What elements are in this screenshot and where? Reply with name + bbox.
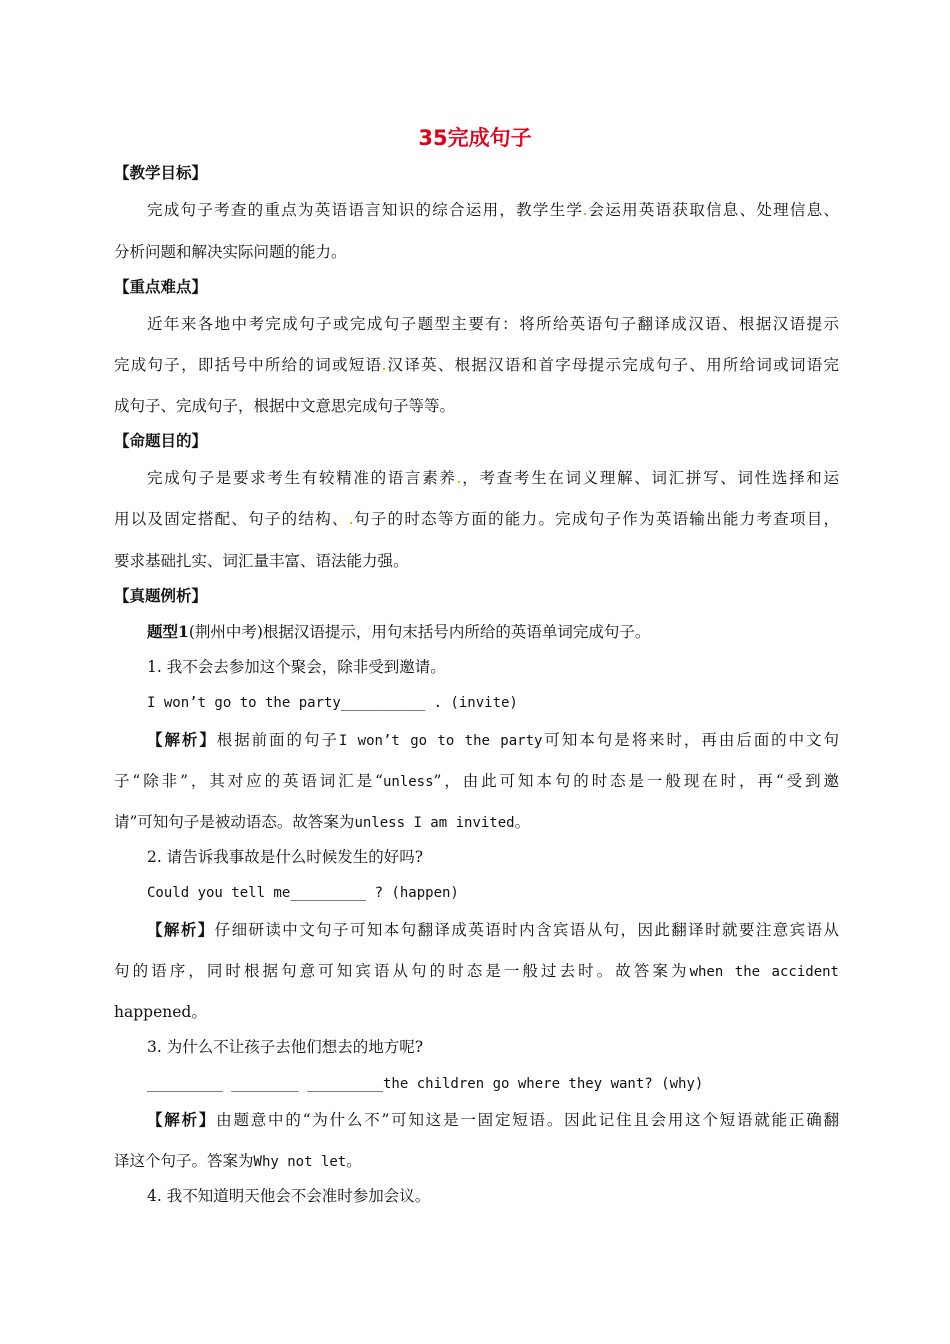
q4-chinese: 4. 我不知道明天他会不会准时参加会议。 bbox=[147, 1187, 431, 1205]
purpose-line-2: 用以及固定搭配、句子的结构、 句子的时态等方面的能力。完成句子作为英语输出能力考查项目， bbox=[114, 510, 839, 528]
q3-analysis-line-2: 译这个句子。答案为Why not let。 bbox=[114, 1152, 362, 1170]
goals-paragraph-line-1: 完成句子考查的重点为英语语言知识的综合运用，教学生学 会运用英语获取信息、处理信息、 bbox=[147, 201, 839, 219]
q3-chinese: 3. 为什么不让孩子去他们想去的地方呢? bbox=[147, 1038, 424, 1056]
purpose-line-1: 完成句子是要求考生有较精准的语言素养 ，考查考生在词义理解、词汇拼写、词性选择和运 bbox=[147, 469, 839, 487]
key-points-line-3: 成句子、完成句子，根据中文意思完成句子等等。 bbox=[114, 397, 456, 415]
q1-english: I won’t go to the party__________ . (invite) bbox=[147, 695, 518, 711]
q2-analysis-line-3: happened。 bbox=[114, 1003, 207, 1021]
q1-analysis-line-2: 子“除非”，其对应的英语词汇是“unless”，由此可知本句的时态是一般现在时，再“受到邀 bbox=[114, 772, 839, 790]
mark-dot bbox=[584, 213, 586, 215]
q1-chinese: 1. 我不会去参加这个聚会，除非受到邀请。 bbox=[147, 658, 446, 676]
q1-analysis-line-3: 请”可知句子是被动语态。故答案为unless I am invited。 bbox=[114, 813, 531, 831]
q3-english: _________ ________ _________the children go where they want? (why) bbox=[147, 1076, 704, 1092]
key-points-line-2: 完成句子，即括号中所给的词或短语 汉译英、根据汉语和首字母提示完成句子、用所给词或词语完 bbox=[114, 356, 839, 374]
purpose-line-3: 要求基础扎实、词汇量丰富、语法能力强。 bbox=[114, 552, 409, 570]
section-heading-key-points: 【重点难点】 bbox=[114, 277, 208, 296]
section-heading-purpose: 【命题目的】 bbox=[114, 431, 208, 450]
key-points-line-1: 近年来各地中考完成句子或完成句子题型主要有：将所给英语句子翻译成汉语、根据汉语提示 bbox=[147, 315, 839, 333]
q2-analysis-line-2: 句的语序，同时根据句意可知宾语从句的时态是一般过去时。故答案为when the accident bbox=[114, 962, 839, 980]
mark-dot bbox=[350, 522, 352, 524]
goals-paragraph-line-2: 分析问题和解决实际问题的能力。 bbox=[114, 243, 347, 261]
section-heading-examples: 【真题例析】 bbox=[114, 586, 208, 605]
mark-dot bbox=[458, 481, 460, 483]
section-heading-goals: 【教学目标】 bbox=[114, 163, 208, 182]
page-title: 35完成句子 bbox=[418, 126, 532, 150]
q1-analysis-line-1: 【解析】根据前面的句子I won’t go to the party可知本句是将来时，再由后面的中文句 bbox=[147, 730, 839, 749]
question-type-line: 题型1(荆州中考)根据汉语提示，用句末括号内所给的英语单词完成句子。 bbox=[147, 622, 651, 641]
q2-analysis-line-1: 【解析】仔细研读中文句子可知本句翻译成英语时内含宾语从句，因此翻译时就要注意宾语从 bbox=[147, 920, 839, 939]
q2-chinese: 2. 请告诉我事故是什么时候发生的好吗? bbox=[147, 848, 424, 866]
q3-analysis-line-1: 【解析】由题意中的“为什么不”可知这是一固定短语。因此记住且会用这个短语就能正确翻 bbox=[147, 1110, 839, 1129]
q2-english: Could you tell me_________ ? (happen) bbox=[147, 885, 459, 901]
mark-dot bbox=[383, 368, 385, 370]
